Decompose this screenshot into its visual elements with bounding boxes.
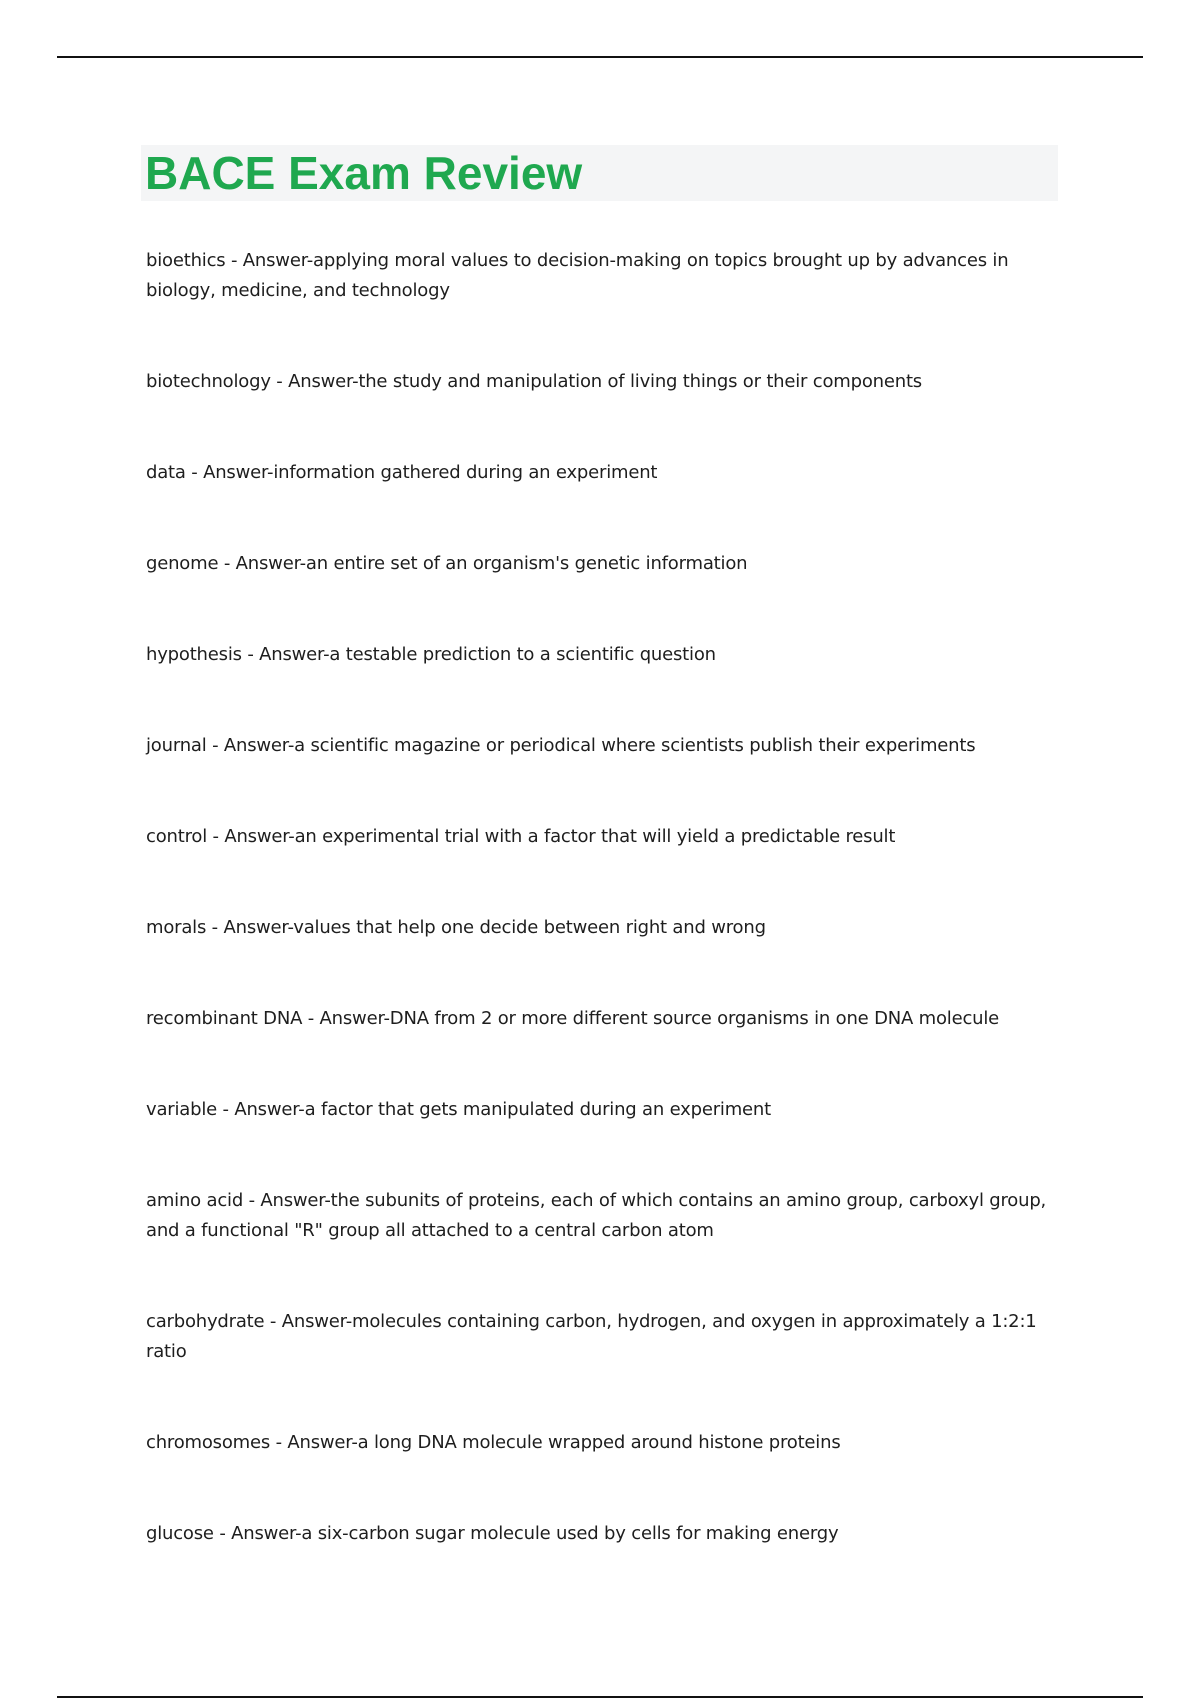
flashcard-entry: morals - Answer-values that help one decide between right and wrong — [146, 917, 766, 938]
flashcard-entry: recombinant DNA - Answer-DNA from 2 or more different source organisms in one DNA molecule — [146, 1008, 1000, 1029]
flashcard-entry: journal - Answer-a scientific magazine or periodical where scientists publish their experiments — [146, 735, 976, 756]
flashcard-entry: variable - Answer-a factor that gets manipulated during an experiment — [146, 1099, 771, 1120]
flashcard-entry: biotechnology - Answer-the study and manipulation of living things or their components — [146, 371, 922, 392]
flashcard-entry: carbohydrate - Answer-molecules containing carbon, hydrogen, and oxygen in approximately a 1:2:1 ratio — [146, 1311, 1037, 1362]
document-title: BACE Exam Review — [145, 147, 583, 199]
flashcard-list — [146, 246, 1051, 1610]
flashcard-entry: chromosomes - Answer-a long DNA molecule wrapped around histone proteins — [146, 1432, 841, 1453]
flashcard-entry: hypothesis - Answer-a testable prediction to a scientific question — [146, 644, 716, 665]
flashcard-entry: data - Answer-information gathered during an experiment — [146, 462, 658, 483]
page-bottom-rule — [57, 1696, 1143, 1698]
title-banner — [141, 145, 1058, 201]
page-top-rule — [57, 56, 1143, 58]
flashcard-entry: glucose - Answer-a six-carbon sugar molecule used by cells for making energy — [146, 1523, 839, 1544]
flashcard-entry: amino acid - Answer-the subunits of proteins, each of which contains an amino group, carboxyl group, and a functional "R" group all attached to a central carbon atom — [146, 1190, 1047, 1241]
flashcard-entry: genome - Answer-an entire set of an organism's genetic information — [146, 553, 748, 574]
flashcard-entry: bioethics - Answer-applying moral values to decision-making on topics brought up by advances in biology, medicine, and technology — [146, 250, 1009, 301]
flashcard-entry: control - Answer-an experimental trial with a factor that will yield a predictable result — [146, 826, 896, 847]
